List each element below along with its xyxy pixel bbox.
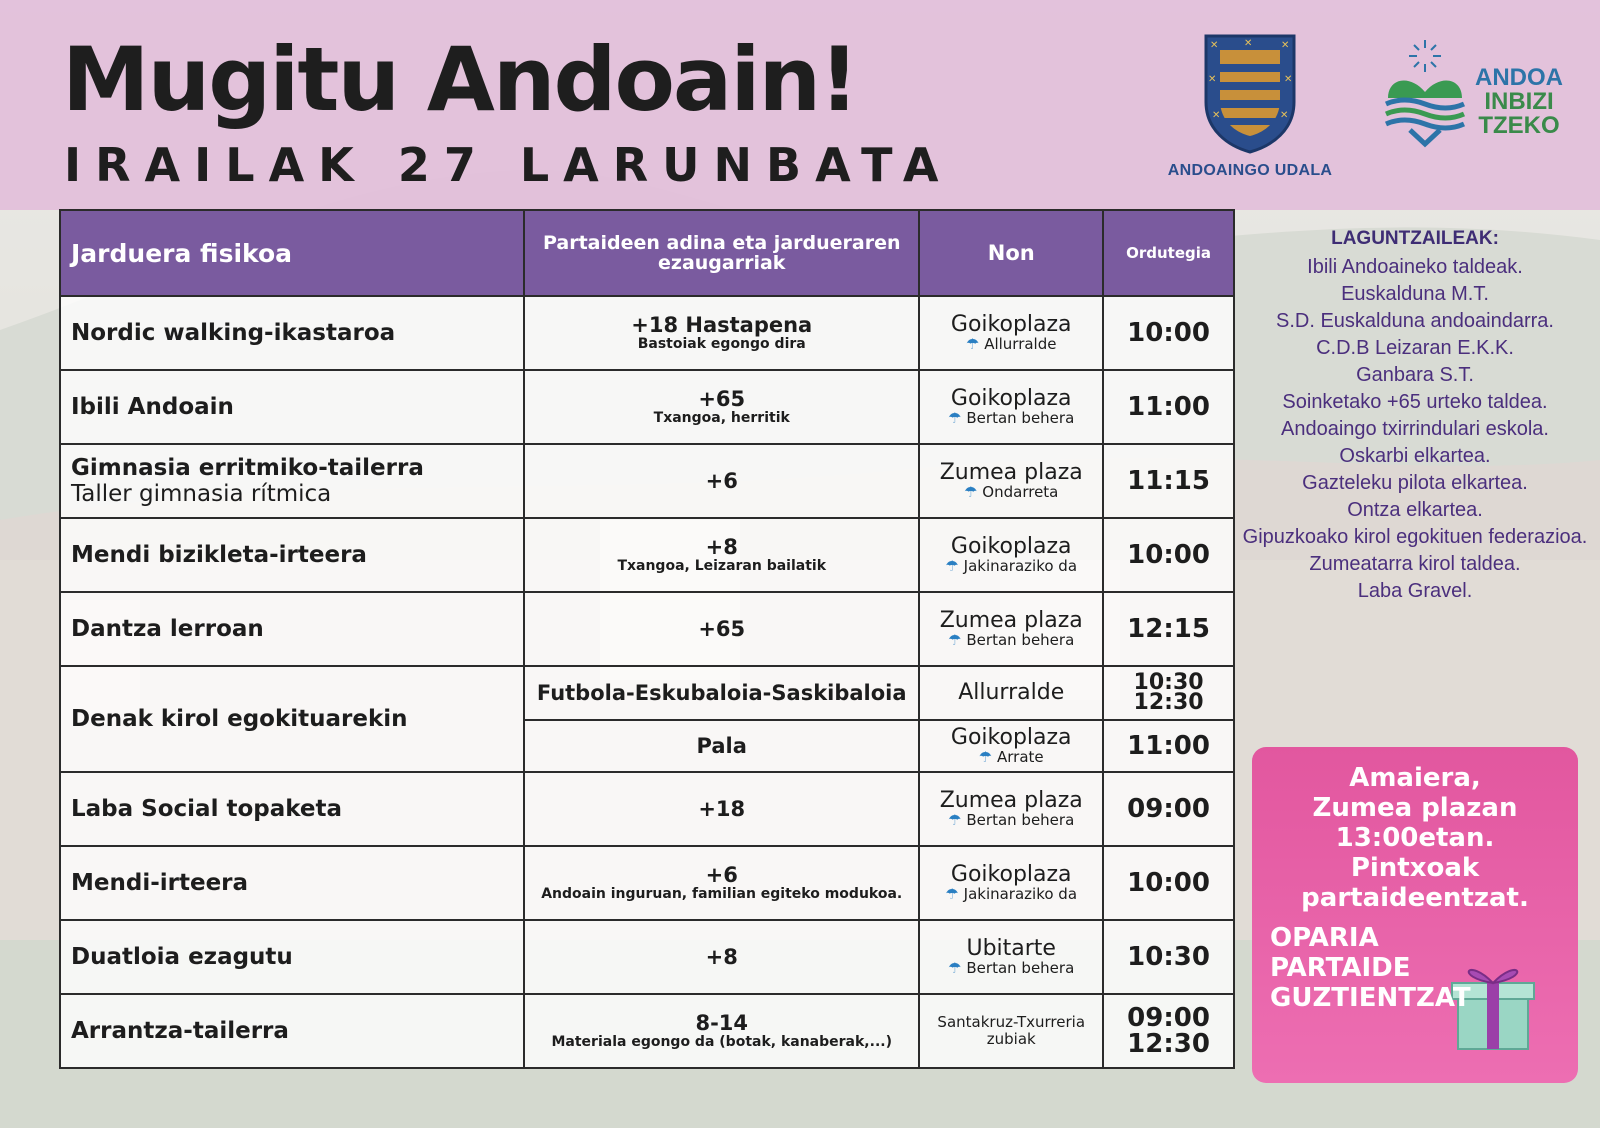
sponsor-item: Ibili Andoaineko taldeak. <box>1307 256 1523 278</box>
svg-text:✕: ✕ <box>1210 40 1219 51</box>
activity-cell: Duatloia ezagutu <box>60 920 524 994</box>
closing-promo-box <box>1252 747 1578 1083</box>
table-row <box>60 518 1234 592</box>
rain-alt-text: Jakinaraziko da <box>963 885 1078 903</box>
table-row <box>60 772 1234 846</box>
udala-caption: ANDOAINGO UDALA <box>1167 162 1333 179</box>
sponsor-item: S.D. Euskalduna andoaindarra. <box>1276 310 1554 332</box>
promo-line: Amaiera, <box>1349 763 1481 793</box>
place-value: Goikoplaza <box>950 725 1072 750</box>
age-cell: Futbola-Eskubaloia-Saskibaloia <box>524 666 919 720</box>
time-cell: 10:00 <box>1103 846 1234 920</box>
rain-alt-text: Bertan behera <box>966 409 1075 427</box>
activity-cell: Denak kirol egokituarekin <box>60 666 524 772</box>
rain-alternative <box>920 632 1102 648</box>
table-row <box>60 444 1234 518</box>
place-cell <box>919 592 1103 666</box>
time-value-2: 12:30 <box>1127 1029 1210 1059</box>
time-cell: 10:30 <box>1103 920 1234 994</box>
age-value: +65 <box>698 387 746 411</box>
sponsor-item: Gazteleku pilota elkartea. <box>1302 472 1528 494</box>
activity-cell: Mendi bizikleta-irteera <box>60 518 524 592</box>
age-cell: +8 <box>524 920 919 994</box>
place-cell <box>919 296 1103 370</box>
schedule-table <box>59 209 1235 1069</box>
activity-cell: Ibili Andoain <box>60 370 524 444</box>
sponsor-item: Gipuzkoako kirol egokituen federazioa. <box>1242 526 1588 548</box>
gift-line: GUZTIENTZAT <box>1270 983 1471 1013</box>
page-title: Mugitu Andoain! <box>62 28 858 131</box>
place-value: Goikoplaza <box>950 862 1072 887</box>
age-note: Txangoa, Leizaran bailatik <box>617 558 827 574</box>
place-value: Zumea plaza <box>939 608 1083 633</box>
sponsor-item: Euskalduna M.T. <box>1341 283 1489 305</box>
age-value: +8 <box>705 535 738 559</box>
sponsors-title-text: LAGUNTZAILEAK <box>1331 228 1493 249</box>
rain-alternative <box>920 749 1102 765</box>
header-place: Non <box>919 210 1103 296</box>
place-cell <box>919 920 1103 994</box>
sponsor-item: Laba Gravel. <box>1357 580 1473 602</box>
age-cell <box>524 518 919 592</box>
rain-alt-text: Bertan behera <box>966 959 1075 977</box>
svg-text:✕: ✕ <box>1284 74 1293 85</box>
activity-cell: Dantza lerroan <box>60 592 524 666</box>
rain-cloud-icon: ☂ <box>945 885 959 903</box>
activity-cell: Arrantza-tailerra <box>60 994 524 1068</box>
time-value-2: 12:30 <box>1133 690 1204 715</box>
time-cell: 12:15 <box>1103 592 1234 666</box>
table-row <box>60 920 1234 994</box>
rain-alternative <box>920 886 1102 902</box>
place-value: Zumea plaza <box>939 460 1083 485</box>
sponsors-list <box>1240 228 1590 601</box>
time-value-1: 09:00 <box>1127 1003 1210 1033</box>
rain-cloud-icon: ☂ <box>964 483 978 501</box>
time-cell: 11:00 <box>1103 370 1234 444</box>
rain-alternative <box>920 558 1102 574</box>
page-subtitle: IRAILAK 27 LARUNBATA <box>64 138 953 192</box>
rain-cloud-icon: ☂ <box>948 631 962 649</box>
andoain-bizitzeko-logo <box>1380 38 1570 148</box>
bizi-line-1: ANDOA <box>1475 64 1563 91</box>
sponsors-title-colon: : <box>1492 228 1499 249</box>
andoain-udala-logo <box>1150 32 1350 192</box>
svg-text:✕: ✕ <box>1280 110 1289 121</box>
svg-text:✕: ✕ <box>1212 110 1221 121</box>
age-cell: Pala <box>524 720 919 772</box>
table-row <box>60 666 1234 720</box>
age-value: 8-14 <box>695 1011 749 1035</box>
bizi-line-2: INBIZI <box>1484 88 1554 115</box>
header-time: Ordutegia <box>1103 210 1234 296</box>
place-cell <box>919 846 1103 920</box>
table-header-row <box>60 210 1234 296</box>
time-cell: 10:00 <box>1103 518 1234 592</box>
sponsor-item: Ganbara S.T. <box>1356 364 1474 386</box>
table-row <box>60 846 1234 920</box>
place-value: Zumea plaza <box>939 788 1083 813</box>
header-band <box>0 0 1600 210</box>
bizi-line-3: TZEKO <box>1478 112 1560 139</box>
age-cell <box>524 846 919 920</box>
activity-cell: Laba Social topaketa <box>60 772 524 846</box>
age-cell: +6 <box>524 444 919 518</box>
place-cell <box>919 444 1103 518</box>
rain-alt-text: Arrate <box>997 748 1044 766</box>
promo-line: 13:00etan. <box>1335 823 1495 853</box>
age-cell <box>524 296 919 370</box>
activity-cell: Mendi-irteera <box>60 846 524 920</box>
rain-cloud-icon: ☂ <box>948 409 962 427</box>
place-cell: Santakruz-Txurreria zubiak <box>919 994 1103 1068</box>
rain-alt-text: Ondarreta <box>982 483 1059 501</box>
rain-alt-text: Bertan behera <box>966 811 1075 829</box>
time-cell: 11:15 <box>1103 444 1234 518</box>
place-value: Goikoplaza <box>950 312 1072 337</box>
gift-line: PARTAIDE <box>1270 953 1411 983</box>
age-note: Andoain inguruan, familian egiteko modukoa. <box>541 886 903 902</box>
time-cell <box>1103 666 1234 720</box>
table-row <box>60 296 1234 370</box>
place-value: Goikoplaza <box>950 386 1072 411</box>
rain-alternative <box>920 410 1102 426</box>
place-cell <box>919 772 1103 846</box>
place-cell: Allurralde <box>919 666 1103 720</box>
svg-text:✕: ✕ <box>1244 38 1253 49</box>
rain-alt-text: Allurralde <box>984 335 1057 353</box>
age-value: +18 Hastapena <box>631 313 813 337</box>
coat-of-arms-icon <box>1202 32 1298 154</box>
time-cell: 10:00 <box>1103 296 1234 370</box>
time-cell: 11:00 <box>1103 720 1234 772</box>
rain-alternative <box>920 812 1102 828</box>
activity-cell: Nordic walking-ikastaroa <box>60 296 524 370</box>
age-note: Txangoa, herritik <box>653 410 790 426</box>
sponsor-item: Zumeatarra kirol taldea. <box>1309 553 1521 575</box>
age-value: +6 <box>705 863 738 887</box>
promo-line: partaideentzat. <box>1301 883 1529 913</box>
rain-cloud-icon: ☂ <box>945 557 959 575</box>
promo-line: Pintxoak <box>1350 853 1480 883</box>
activity-cell <box>60 444 524 518</box>
place-value: Ubitarte <box>966 936 1056 961</box>
gift-announcement <box>1270 923 1480 1013</box>
header-activity: Jarduera fisikoa <box>60 210 524 296</box>
rain-cloud-icon: ☂ <box>948 811 962 829</box>
bizi-wordmark <box>1464 66 1574 138</box>
age-cell <box>524 370 919 444</box>
age-note: Bastoiak egongo dira <box>637 336 806 352</box>
closing-announcement <box>1262 763 1568 913</box>
rain-alt-text: Jakinaraziko da <box>963 557 1078 575</box>
svg-text:✕: ✕ <box>1208 74 1217 85</box>
age-note: Materiala egongo da (botak, kanaberak,...) <box>551 1034 892 1050</box>
time-cell: 09:00 <box>1103 772 1234 846</box>
sponsor-item: Soinketako +65 urteko taldea. <box>1282 391 1548 413</box>
gift-line: OPARIA <box>1270 923 1379 953</box>
table-row <box>60 370 1234 444</box>
activity-name: Gimnasia erritmiko-tailerra <box>71 455 424 481</box>
activity-translation: Taller gimnasia rítmica <box>71 481 332 507</box>
rain-alternative <box>920 960 1102 976</box>
sponsors-title <box>1240 228 1590 250</box>
table-row <box>60 592 1234 666</box>
sponsor-item: Andoaingo txirrindulari eskola. <box>1281 418 1549 440</box>
rain-cloud-icon: ☂ <box>965 335 980 353</box>
age-cell: +18 <box>524 772 919 846</box>
place-cell <box>919 370 1103 444</box>
age-cell <box>524 994 919 1068</box>
svg-text:✕: ✕ <box>1281 40 1290 51</box>
place-cell <box>919 720 1103 772</box>
age-cell: +65 <box>524 592 919 666</box>
sponsor-item: Oskarbi elkartea. <box>1339 445 1491 467</box>
sponsor-item: C.D.B Leizaran E.K.K. <box>1316 337 1514 359</box>
table-row <box>60 994 1234 1068</box>
rain-alt-text: Bertan behera <box>966 631 1075 649</box>
bizi-emblem-icon <box>1380 38 1470 148</box>
time-cell <box>1103 994 1234 1068</box>
promo-line: Zumea plazan <box>1312 793 1518 823</box>
place-value: Goikoplaza <box>950 534 1072 559</box>
place-cell <box>919 518 1103 592</box>
rain-cloud-icon: ☂ <box>948 959 962 977</box>
rain-alternative <box>920 336 1102 352</box>
header-age: Partaideen adina eta jardueraren ezaugarriak <box>524 210 919 296</box>
rain-alternative <box>920 484 1102 500</box>
sponsor-item: Ontza elkartea. <box>1347 499 1483 521</box>
rain-cloud-icon: ☂ <box>978 748 993 766</box>
time-value-1: 10:30 <box>1133 670 1204 695</box>
